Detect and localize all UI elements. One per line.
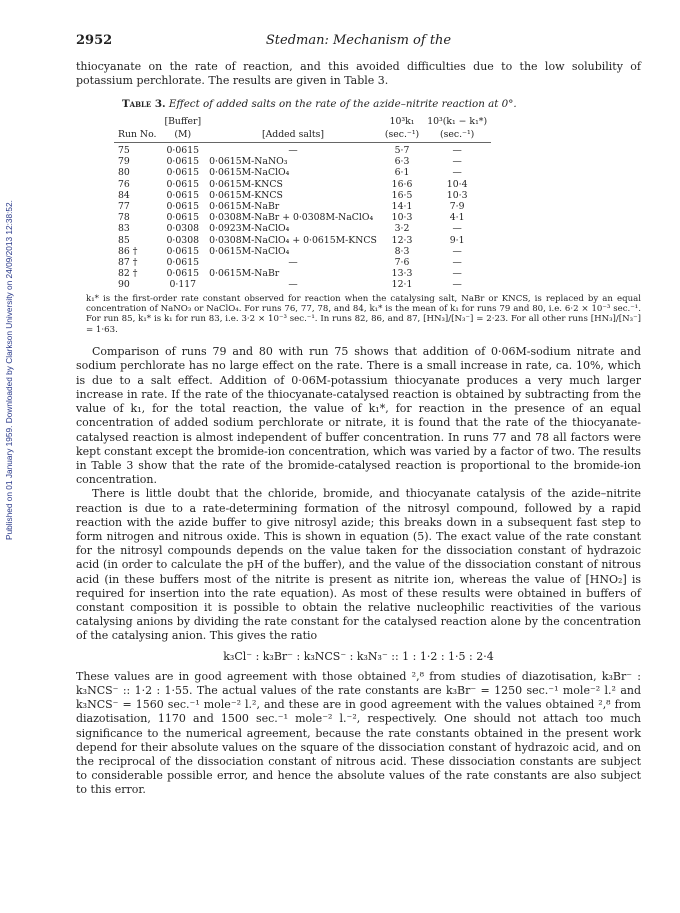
added-salts-cell: 0·0615M-NaBr [209,268,280,280]
k1-cell: 5·7 [394,145,410,157]
paragraph-comparison: Comparison of runs 79 and 80 with run 75 shows that addition of 0·06M-sodium nitrate and sodium perchlorate has no large effect on the rate. There is a small increase in rate, ca. 10%, which is due to a salt effect. Addition of 0·06M-potassium thiocyanate produces a very much larger increase in rate. If the rate of the thiocyanate-catalysed reaction is obtained by subtracting from the value of k₁, for the total reaction, the value of k₁*, for reaction in the presence of an equal concentration of added sodium perchlorate or nitrate, it is found that the rate of the thiocyanate-catalysed reaction is almost independent of buffer concentration. In runs 77 and 78 all factors were kept constant except the bromide-ion concentration, which was varied by a factor of two. The results in Table 3 show that the rate of the bromide-catalysed reaction is proportional to the bromide-ion concentration. [76,345,641,487]
buffer-cell: 0·0615 [166,268,200,280]
col-k1-unit: (sec.⁻¹) [381,129,423,143]
paragraph-catalysis: There is little doubt that the chloride, bromide, and thiocyanate catalysis of the azide–nitrite reaction is due to a rate-determining formation of the nitrosyl compound, followed by a rapid reaction with the azide buffer to give nitrosyl azide; this breaks down in a subsequent fast step to form nitrogen and nitrous oxide. This is shown in equation (5). The exact value of the rate constant for the nitrosyl compounds depends on the value taken for the dissociation constant of hydrazoic acid (in order to calculate the pH of the buffer), and the value of the dissociation constant of nitrous acid (in these buffers most of the nitrite is present as nitrite ion, whereas the value of [HNO₂] is required for insertion into the rate equation). As most of these results were obtained in buffers of constant composition it is possible to obtain the relative nucleophilic reactivities of the various catalysing anions by dividing the rate constant for the catalysed reaction alone by the concentration of the catalysing anion. This gives the ratio [76,487,641,643]
added-salts-cell: 0·0615M-NaBr [209,201,280,213]
k1-cell: 16·5 [391,189,413,201]
k1-diff-cell: 7·9 [449,201,465,213]
col-run-label: Run No. [114,129,160,143]
table-label: Table 3. [122,98,166,111]
k1-diff-cell: 4·1 [449,212,465,224]
run-no-cell: 82 † [118,268,138,280]
rate-ratio-equation: k₃Cl⁻ : k₃Br⁻ : k₃NCS⁻ : k₃N₃⁻ :: 1 : 1·2 : 1·5 : 2·4 [223,649,494,663]
added-salts-cell: 0·0615M-NaClO₄ [209,245,290,257]
k1-cell: 3·2 [394,223,410,235]
k1-cell: 6·3 [394,156,410,168]
buffer-cell: 0·0308 [166,223,200,235]
k1-diff-cell: — [452,167,462,179]
page-header [76,34,641,54]
intro-paragraph: thiocyanate on the rate of reaction, and this avoided difficulties due to the low solubility of potassium perchlorate. The results are given in Table 3. [76,60,641,88]
download-watermark [2,150,16,590]
added-salts-cell: 0·0615M-NaClO₄ [209,167,290,179]
run-no-cell: 80 [118,167,130,179]
paragraph-agreement: These values are in good agreement with those obtained ²,⁸ from studies of diazotisation, k₃Br⁻ : k₃NCS⁻ :: 1·2 : 1·55. The actual values of the rate constants are k₃Br⁻ = 1250 sec.⁻¹ mole⁻² l.² and k₃NCS⁻ = 1560 sec.⁻¹ mole⁻² l.², and these are in good agreement with the values obtained ²,⁸ from diazotisation, 1170 and 1500 sec.⁻¹ mole⁻² l.⁻², respectively. One should not attach too much significance to the numerical agreement, because the rate constants obtained in the present work depend for their absolute values on the square of the dissociation constant of hydrazoic acid, and on the reciprocal of the dissociation constant of nitrous acid. These dissociation constants are subject to considerable possible error, and hence the absolute values of the rate constants are also subject to this error. [76,669,641,797]
table-row [114,212,491,223]
k1-diff-cell: — [452,156,462,168]
table-row [114,143,491,157]
running-title: Stedman: Mechanism of the [265,33,452,48]
added-salts-cell: 0·0308M-NaBr + 0·0308M-NaClO₄ [209,212,374,224]
col-diff-unit: (sec.⁻¹) [423,129,491,143]
k1-cell: 16·6 [391,178,413,190]
k1-cell: 12·3 [391,234,413,246]
k1-diff-cell: — [452,257,462,269]
run-no-cell: 87 † [118,257,138,269]
salt-effect-table [114,116,491,291]
col-buffer-unit: (M) [160,129,205,143]
buffer-cell: 0·0615 [166,201,200,213]
buffer-cell: 0·0615 [166,212,200,224]
table-row [114,279,491,290]
run-no-cell: 79 [118,156,130,168]
added-salts-cell: — [288,257,298,269]
journal-page [76,34,641,798]
buffer-cell: 0·0615 [166,245,200,257]
col-k1-header: 10³k₁ [389,115,415,127]
table-row [114,235,491,246]
k1-cell: 7·6 [394,257,410,269]
col-buffer-header: [Buffer] [164,115,202,127]
k1-diff-cell: — [452,245,462,257]
run-no-cell: 84 [118,189,130,201]
added-salts-cell: 0·0615M-NaNO₃ [209,156,288,168]
buffer-cell: 0·0615 [166,156,200,168]
col-run-header [114,116,160,129]
added-salts-cell: 0·0923M-NaClO₄ [209,223,290,235]
k1-diff-cell: — [452,223,462,235]
run-no-cell: 75 [118,145,130,157]
buffer-cell: 0·0615 [166,257,200,269]
run-no-cell: 76 [118,178,130,190]
k1-cell: 14·1 [391,201,413,213]
run-no-cell: 90 [118,279,130,291]
run-no-cell: 86 † [118,245,138,257]
k1-cell: 10·3 [391,212,413,224]
table-row [114,167,491,178]
run-no-cell: 77 [118,201,130,213]
col-salts-spacer [205,116,381,129]
k1-diff-cell: — [452,268,462,280]
added-salts-cell: — [288,279,298,291]
table-title: Effect of added salts on the rate of the azide–nitrite reaction at 0°. [168,98,517,111]
buffer-cell: 0·0308 [166,234,200,246]
buffer-cell: 0·0615 [166,167,200,179]
k1-cell: 13·3 [391,268,413,280]
download-watermark-text: Published on 01 January 1959. Downloaded by Clarkson University on 24/09/2013 12:38:52. [4,200,14,540]
buffer-cell: 0·117 [169,279,197,291]
k1-diff-cell: — [452,145,462,157]
table-footnote: k₁* is the first-order rate constant observed for reaction when the catalysing salt, NaBr or KNCS, is replaced by an equal concentration of NaNO₃ or NaClO₄. For runs 76, 77, 78, and 84, k₁* is the mean of k₁ for runs 79 and 80, i.e. 6·2 × 10⁻³ sec.⁻¹. For run 85, k₁* is k₁ for run 83, i.e. 3·2 × 10⁻³ sec.⁻¹. In runs 82, 86, and 87, [HN₃]/[N₃⁻] = 2·23. For all other runs [HN₃]/[N₃⁻] = 1·63. [86,293,641,335]
table-caption [122,97,641,111]
table-row [114,246,491,257]
col-salts-header: [Added salts] [205,129,381,143]
table-row [114,179,491,190]
page-number: 2952 [76,33,113,48]
table-row [114,257,491,268]
k1-diff-cell: — [452,279,462,291]
added-salts-cell: 0·0308M-NaClO₄ + 0·0615M-KNCS [209,234,377,246]
k1-diff-cell: 10·3 [446,189,468,201]
run-no-cell: 85 [118,234,130,246]
k1-diff-cell: 10·4 [446,178,468,190]
k1-diff-cell: 9·1 [449,234,465,246]
buffer-cell: 0·0615 [166,145,200,157]
k1-cell: 8·3 [394,245,410,257]
table-body [114,143,491,291]
col-diff-header: 10³(k₁ − k₁*) [427,115,488,127]
buffer-cell: 0·0615 [166,178,200,190]
k1-cell: 6·1 [394,167,410,179]
table-row [114,201,491,212]
table-row [114,268,491,279]
buffer-cell: 0·0615 [166,189,200,201]
table-row [114,156,491,167]
added-salts-cell: — [288,145,298,157]
table-row [114,223,491,234]
added-salts-cell: 0·0615M-KNCS [209,178,283,190]
added-salts-cell: 0·0615M-KNCS [209,189,283,201]
table-row [114,190,491,201]
k1-cell: 12·1 [391,279,413,291]
run-no-cell: 83 [118,223,130,235]
run-no-cell: 78 [118,212,130,224]
